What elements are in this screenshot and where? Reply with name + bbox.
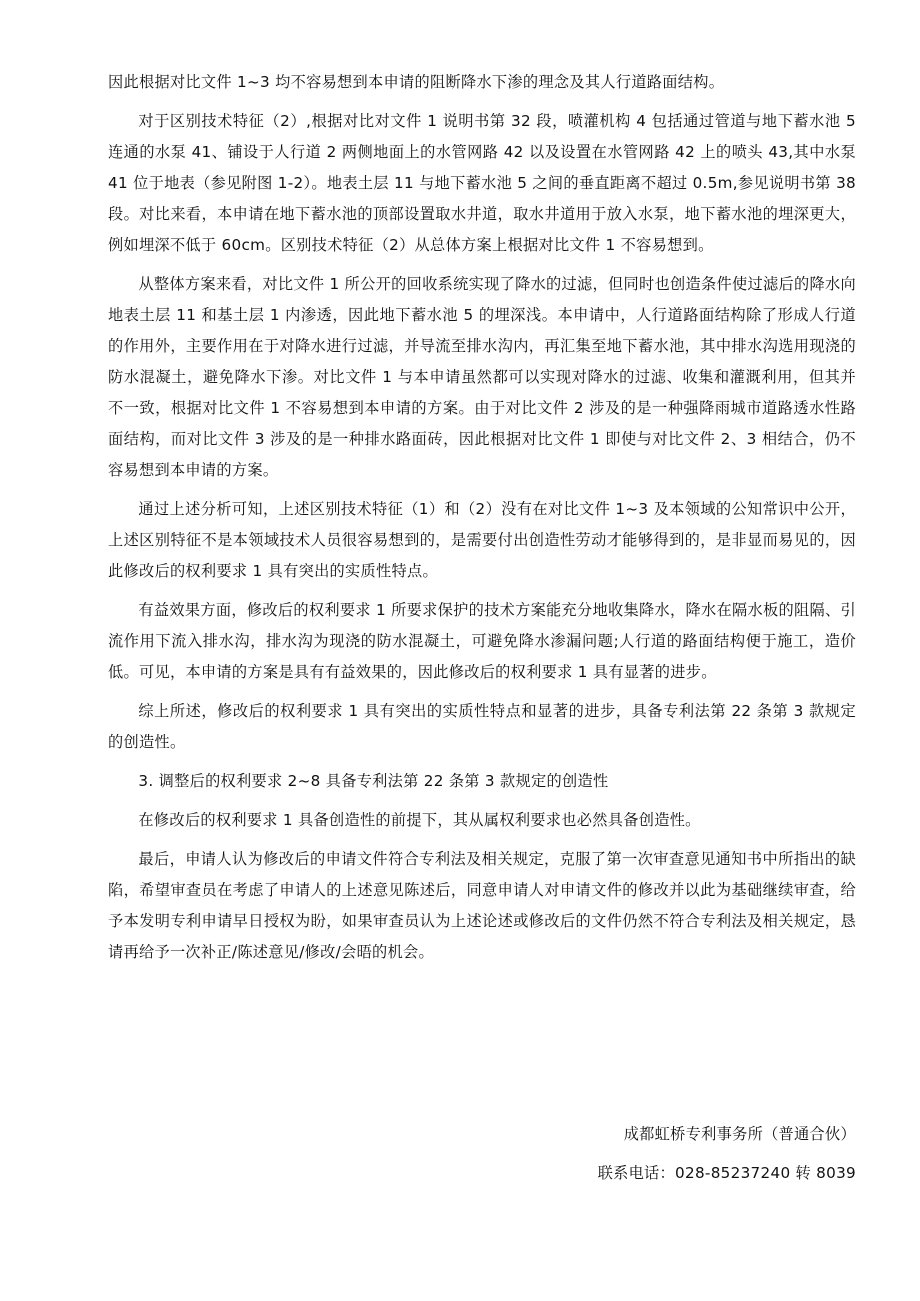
paragraph-6: 综上所述，修改后的权利要求 1 具有突出的实质性特点和显著的进步，具备专利法第 22 条第 3 款规定的创造性。 (108, 702, 856, 751)
signature-block (598, 1119, 856, 1189)
paragraph-3: 从整体方案来看，对比文件 1 所公开的回收系统实现了降水的过滤，但同时也创造条件使过滤后的降水向地表土层 11 和基土层 1 内渗透，因此地下蓄水池 5 的埋深浅。本申请中，人行道路面结构除了形成人行道的作用外，主要作用在于对降水进行过滤，并导流至排水沟内，再汇集至地下蓄水池，其中排水沟选用现浇的防水混凝土，避免降水下渗。对比文件 1 与本申请虽然都可以实现对降水的过滤、收集和灌溉利用，但其并不一致，根据对比文件 1 不容易想到本申请的方案。由于对比文件 2 涉及的是一种强降雨城市道路透水性路面结构，而对比文件 3 涉及的是一种排水路面砖，因此根据对比文件 1 即使与对比文件 2、3 相结合，仍不容易想到本申请的方案。 (108, 275, 856, 479)
paragraph-1: 因此根据对比文件 1~3 均不容易想到本申请的阻断降水下渗的理念及其人行道路面结构。 (108, 73, 725, 91)
firm-name: 成都虹桥专利事务所（普通合伙） (623, 1125, 856, 1143)
paragraph-4: 通过上述分析可知，上述区别技术特征（1）和（2）没有在对比文件 1~3 及本领域的公知常识中公开，上述区别特征不是本领域技术人员很容易想到的，是需要付出创造性劳动才能够得到的，是非显而易见的，因此修改后的权利要求 1 具有突出的实质性特点。 (108, 500, 856, 580)
paragraph-7: 在修改后的权利要求 1 具备创造性的前提下，其从属权利要求也必然具备创造性。 (138, 811, 701, 829)
paragraph-8: 最后，申请人认为修改后的申请文件符合专利法及相关规定，克服了第一次审查意见通知书中所指出的缺陷，希望审查员在考虑了申请人的上述意见陈述后，同意申请人对申请文件的修改并以此为基础继续审查，给予本发明专利申请早日授权为盼，如果审查员认为上述论述或修改后的文件仍然不符合专利法及相关规定，恳请再给予一次补正/陈述意见/修改/会晤的机会。 (108, 850, 856, 961)
paragraph-5: 有益效果方面，修改后的权利要求 1 所要求保护的技术方案能充分地收集降水，降水在隔水板的阻隔、引流作用下流入排水沟，排水沟为现浇的防水混凝土，可避免降水渗漏问题;人行道的路面结构便于施工，造价低。可见，本申请的方案是具有有益效果的，因此修改后的权利要求 1 具有显著的进步。 (108, 601, 856, 681)
section-heading-3: 3. 调整后的权利要求 2~8 具备专利法第 22 条第 3 款规定的创造性 (138, 772, 609, 790)
paragraph-2: 对于区别技术特征（2）,根据对比对文件 1 说明书第 32 段，喷灌机构 4 包括通过管道与地下蓄水池 5 连通的水泵 41、铺设于人行道 2 两侧地面上的水管网路 42 以及设置在水管网路 42 上的喷头 43,其中水泵 41 位于地表（参见附图 1-2）。地表土层 11 与地下蓄水池 5 之间的垂直距离不超过 0.5m,参见说明书第 38 段。对比来看，本申请在地下蓄水池的顶部设置取水井道，取水井道用于放入水泵，地下蓄水池的埋深更大，例如埋深不低于 60cm。区别技术特征（2）从总体方案上根据对比文件 1 不容易想到。 (108, 112, 856, 254)
document-body (108, 67, 856, 968)
contact-phone: 联系电话：028-85237240 转 8039 (597, 1164, 856, 1182)
